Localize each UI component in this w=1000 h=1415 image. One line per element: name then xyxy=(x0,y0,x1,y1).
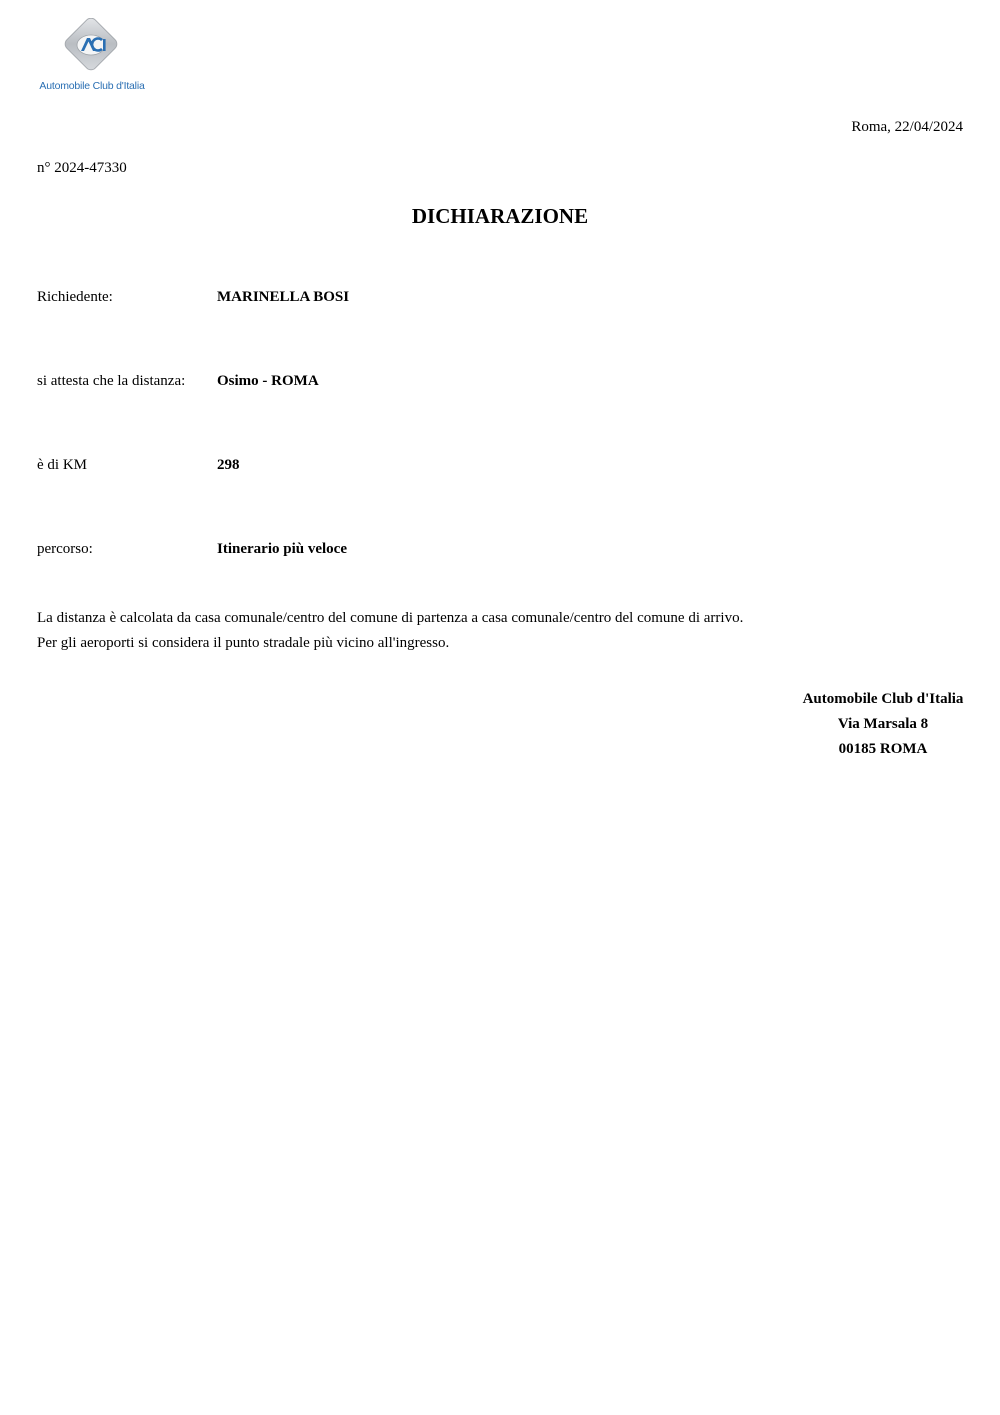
signature-address: Via Marsala 8 xyxy=(837,716,929,732)
field-label-percorso: percorso: xyxy=(37,541,93,557)
field-value-distanza: Osimo - ROMA xyxy=(217,373,319,389)
field-value-richiedente: MARINELLA BOSI xyxy=(217,289,350,305)
field-label-km: è di KM xyxy=(37,457,87,473)
field-value-km: 298 xyxy=(217,457,240,473)
field-label-richiedente: Richiedente: xyxy=(37,289,113,305)
document-title: DICHIARAZIONE xyxy=(411,204,589,228)
signature-city: 00185 ROMA xyxy=(838,741,928,757)
note-airports: Per gli aeroporti si considera il punto stradale più vicino all'ingresso. xyxy=(37,635,450,651)
aci-logo xyxy=(37,18,147,94)
document-date: Roma, 22/04/2024 xyxy=(851,119,963,135)
protocol-number: n° 2024-47330 xyxy=(37,160,127,176)
logo-text: Automobile Club d'Italia xyxy=(39,80,145,92)
field-value-percorso: Itinerario più veloce xyxy=(217,541,347,557)
aci-logo-icon xyxy=(59,18,121,80)
signature-organization: Automobile Club d'Italia xyxy=(802,691,964,707)
field-label-distanza: si attesta che la distanza: xyxy=(37,373,186,389)
note-distance-calculation: La distanza è calcolata da casa comunale/centro del comune di partenza a casa comunale/centro del comune di arrivo. xyxy=(37,610,744,626)
